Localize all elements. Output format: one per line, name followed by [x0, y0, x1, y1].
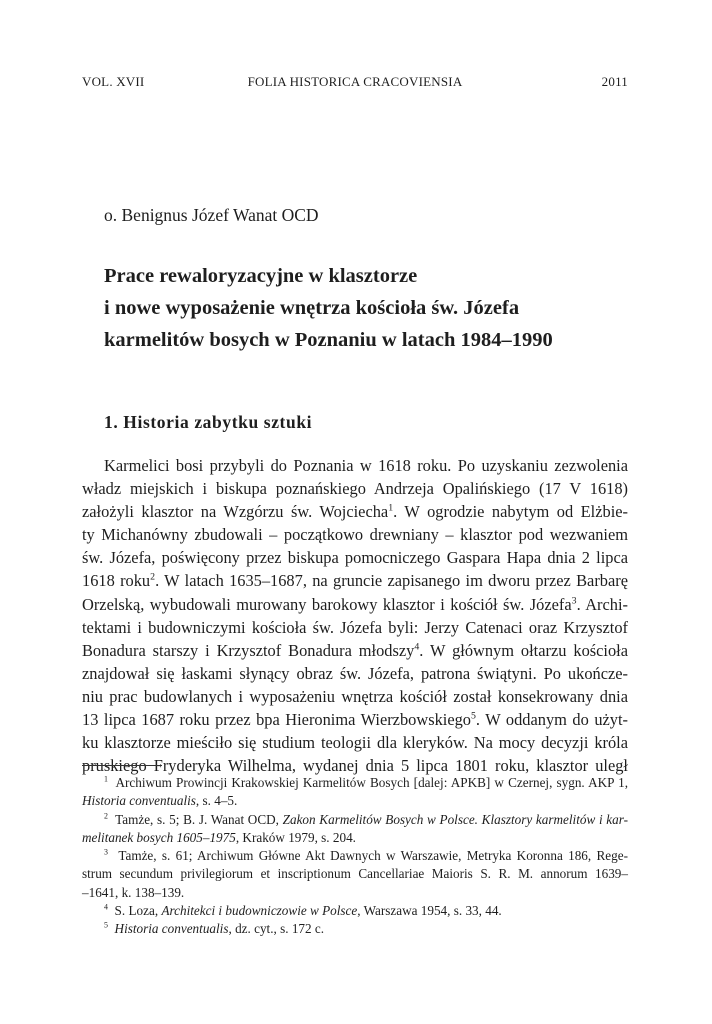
footnote-line: –1641, k. 138–139. — [82, 884, 185, 900]
paragraph-line: znajdował się łaskami słynący obraz św. Józefa, patrona świątyni. Po ukończe- — [82, 663, 628, 683]
footnote-ref[interactable]: 1 — [388, 502, 394, 514]
footnote-line: Historia conventualis, s. 4–5. — [82, 793, 238, 809]
paragraph-line: 1618 roku$^2$. W latach 1635–1687, na gruncie zapisanego im dworu przez Barbarę — [82, 571, 628, 591]
footnote-ref[interactable]: 5 — [470, 710, 476, 722]
footnote-number: 3 — [104, 847, 108, 857]
title-line: i nowe wyposażenie wnętrza kościoła św. Józefa — [104, 297, 520, 319]
footnote-ref[interactable]: 3 — [571, 595, 577, 607]
footnote-line: $^3$ Tamże, s. 61; Archiwum Główne Akt Dawnych w Warszawie, Metryka Koronna 186, Rege- — [104, 847, 628, 864]
paragraph-line: Karmelici bosi przybyli do Poznania w 1618 roku. Po uzyskaniu zezwolenia — [104, 456, 628, 475]
footnotes — [82, 774, 628, 939]
body-paragraph — [82, 454, 628, 777]
paragraph-line: niu prac budowlanych i wyposażeniu wnętrza kościół został konsekrowany dnia — [82, 686, 628, 706]
section-heading: 1. Historia zabytku sztuki — [104, 412, 313, 432]
running-header — [82, 74, 628, 92]
journal-title: FOLIA HISTORICA CRACOVIENSIA — [247, 74, 463, 89]
paragraph-line: Orzelską, wybudowali murowany barokowy klasztor i kościół św. Józefa$^3$. Archi- — [82, 594, 628, 614]
footnote-number: 5 — [104, 920, 108, 930]
year-label: 2011 — [601, 74, 628, 89]
paragraph-line: ku klasztorze mieściło się studium teologii dla kleryków. Na mocy decyzji króla — [82, 733, 628, 753]
footnote-line: melitanek bosych 1605–1975, Kraków 1979, s. 204. — [82, 829, 356, 845]
title-line: Prace rewaloryzacyjne w klasztorze — [104, 265, 418, 287]
paragraph-line: władz miejskich i biskupa poznańskiego Andrzeja Opalińskiego (17 V 1618) — [82, 479, 628, 499]
paragraph-line: założyli klasztor na Wzgórzu św. Wojciecha$^1$. W ogrodzie nabytym od Elżbie- — [82, 502, 628, 522]
footnote-line: strum secundum privilegiorum et inscriptionum Cancellariae Maioris S. R. M. annorum 1639– — [82, 866, 628, 882]
volume-label: VOL. XVII — [82, 74, 145, 89]
footnote-line: $^4$ S. Loza, Architekci i budowniczowie w Polsce, Warszawa 1954, s. 33, 44. — [104, 902, 502, 919]
article-title — [104, 260, 644, 356]
title-line: karmelitów bosych w Poznaniu w latach 1984–1990 — [104, 329, 553, 351]
footnote-ref[interactable]: 4 — [414, 641, 420, 653]
footnote-line: $^1$ Archiwum Prowincji Krakowskiej Karmelitów Bosych [dalej: APKB] w Czernej, sygn. AKP 1, — [104, 774, 628, 790]
footnote-ref[interactable]: 2 — [150, 572, 156, 583]
footnote-number: 4 — [104, 902, 108, 912]
paragraph-line: tektami i budowniczymi kościoła św. Józefa byli: Jerzy Catenaci oraz Krzysztof — [82, 617, 628, 637]
paragraph-line: św. Józefa, poświęcony przez biskupa pomocniczego Gaspara Hapa dnia 2 lipca — [82, 548, 628, 568]
paragraph-line: Bonadura starszy i Krzysztof Bonadura młodszy$^4$. W głównym ołtarzu kościoła — [82, 640, 628, 660]
footnote-number: 1 — [104, 774, 108, 784]
article-author: o. Benignus Józef Wanat OCD — [104, 205, 319, 225]
footnote-line: $^2$ Tamże, s. 5; B. J. Wanat OCD, Zakon Karmelitów Bosych w Polsce. Klasztory karmelitów i kar- — [104, 811, 628, 827]
footnote-separator — [82, 765, 162, 766]
footnote-number: 2 — [104, 811, 108, 821]
paragraph-line: 13 lipca 1687 roku przez bpa Hieronima Wierzbowskiego$^5$. W oddanym do użyt- — [82, 710, 628, 730]
paragraph-line: pruskiego Fryderyka Wilhelma, wydanej dnia 5 lipca 1801 roku, klasztor uległ — [82, 756, 628, 776]
footnote-line: $^5$ Historia conventualis, dz. cyt., s. 172 c. — [104, 920, 325, 937]
paragraph-line: ty Michanówny zbudowali – początkowo drewniany – klasztor pod wezwaniem — [82, 525, 628, 545]
